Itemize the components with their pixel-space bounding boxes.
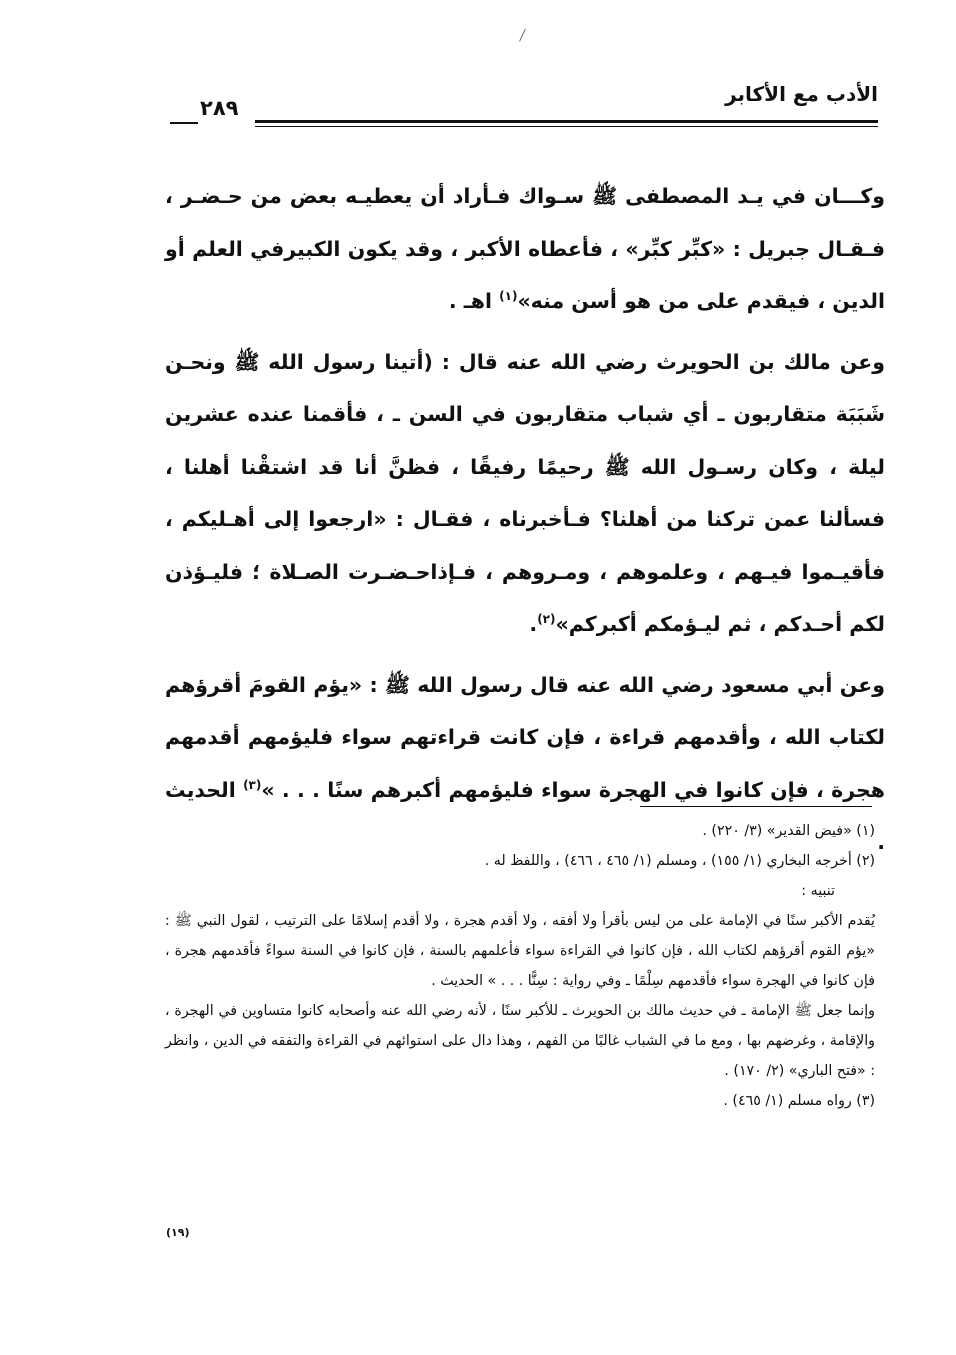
running-title: الأدب مع الأكابر <box>725 82 878 106</box>
main-text <box>165 170 885 877</box>
footnote-2: (٢) أخرجه البخاري (١/ ١٥٥) ، ومسلم (١/ ٤٦٥ ، ٤٦٦) ، واللفظ له . <box>484 853 875 869</box>
header-rule-thick <box>255 120 878 123</box>
paragraph-1-text: وكـــان في يـد المصطفى ﷺ سـواك فـأراد أن يعطيـه بعض من حـضـر ، فـقـال جبريل : «كبِّر كبِّر» ، فأعطاه الأكبر ، وقد يكون الكبيرفي العلم أو الدين ، فيقدم على من هو أسن منه» <box>165 184 885 313</box>
scan-mark <box>519 28 526 41</box>
paragraph-1 <box>165 170 885 328</box>
note-paragraph-1: يُقدم الأكبر سنًا في الإمامة على من ليس بأقرأ ولا أفقه ، ولا أقدم هجرة ، ولا أقدم إسلامًا على الترتيب ، لقول النبي ﷺ : «يؤم القوم أقرؤهم لكتاب الله ، فإن كانوا في القراءة سواء فأعلمهم بالسنة ، فإن كانوا في السنة سواءً فأقدمهم هجرة ، فإن كانوا في الهجرة سواء فأقدمهم سِلْمًا ـ وفي رواية : سِنًّا . . . » الحديث . <box>165 913 875 989</box>
footnote-1: (١) «فيض القدير» (٣/ ٢٢٠) . <box>702 823 875 839</box>
footnote-separator <box>640 806 872 807</box>
header-rule-left <box>170 122 198 124</box>
footnote-ref-2: (٢) <box>537 612 556 627</box>
paragraph-2-text: وعن مالك بن الحويرث رضي الله عنه قال : (أتينا رسول الله ﷺ ونحـن شَبَبَة متقاربون ـ أي شباب متقاربون في السن ـ ، فأقمنا عنده عشرين ليلة ، وكان رسـول الله ﷺ رحيمًا رفيقًا ، فظنَّ أنا قد اشتقْنا أهلنا ، فسألنا عمن تركنا من أهلنا؟ فـأخبرناه ، فقـال : «ارجعوا إلى أهـليكم ، فأقيـموا فيـهم ، وعلموهم ، ومـروهم ، فـإذاحـضـرت الصـلاة ؛ فليـؤذن لكم أحـدكم ، ثم ليـؤمكم أكبركم» <box>165 349 885 636</box>
paragraph-3-end: الحديث . <box>165 777 885 854</box>
note-paragraph-2: وإنما جعل ﷺ الإمامة ـ في حديث مالك بن الحويرث ـ للأكبر سنًا ، لأنه رضي الله عنه وأصحابه كانوا متساوين في الهجرة ، والإقامة ، وغرضهم بها ، ومع ما في الشباب غالبًا من الفهم ، وهذا دال على استوائهم في القراءة والتفقه في الدين ، وانظر : «فتح الباري» (٢/ ١٧٠) . <box>165 1003 875 1079</box>
paragraph-2 <box>165 336 885 651</box>
header-rule-thin <box>255 126 878 127</box>
paragraph-1-end: اهـ . <box>448 289 500 313</box>
footnotes <box>165 816 875 1116</box>
page-number: ٢٨٩ <box>200 96 239 120</box>
footnote-ref-1: (١) <box>499 289 518 304</box>
note-label: تنبيه : <box>801 883 835 899</box>
paragraph-3-text: وعن أبي مسعود رضي الله عنه قال رسول الله ﷺ : «يؤم القومَ أقرؤهم لكتاب الله ، وأقدمهم قراءة ، فإن كانت قراءتهم سواء فليؤمهم أقدمهم هجرة ، فإن كانوا في الهجرة سواء فليؤمهم أكبرهم سنًا . . . » <box>165 672 885 802</box>
sheet-number: (١٩) <box>166 1226 190 1239</box>
page-header <box>170 82 878 132</box>
paragraph-2-end: . <box>529 612 538 636</box>
footnote-ref-3: (٣) <box>243 777 262 792</box>
footnote-3: (٣) رواه مسلم (١/ ٤٦٥) . <box>723 1093 875 1109</box>
